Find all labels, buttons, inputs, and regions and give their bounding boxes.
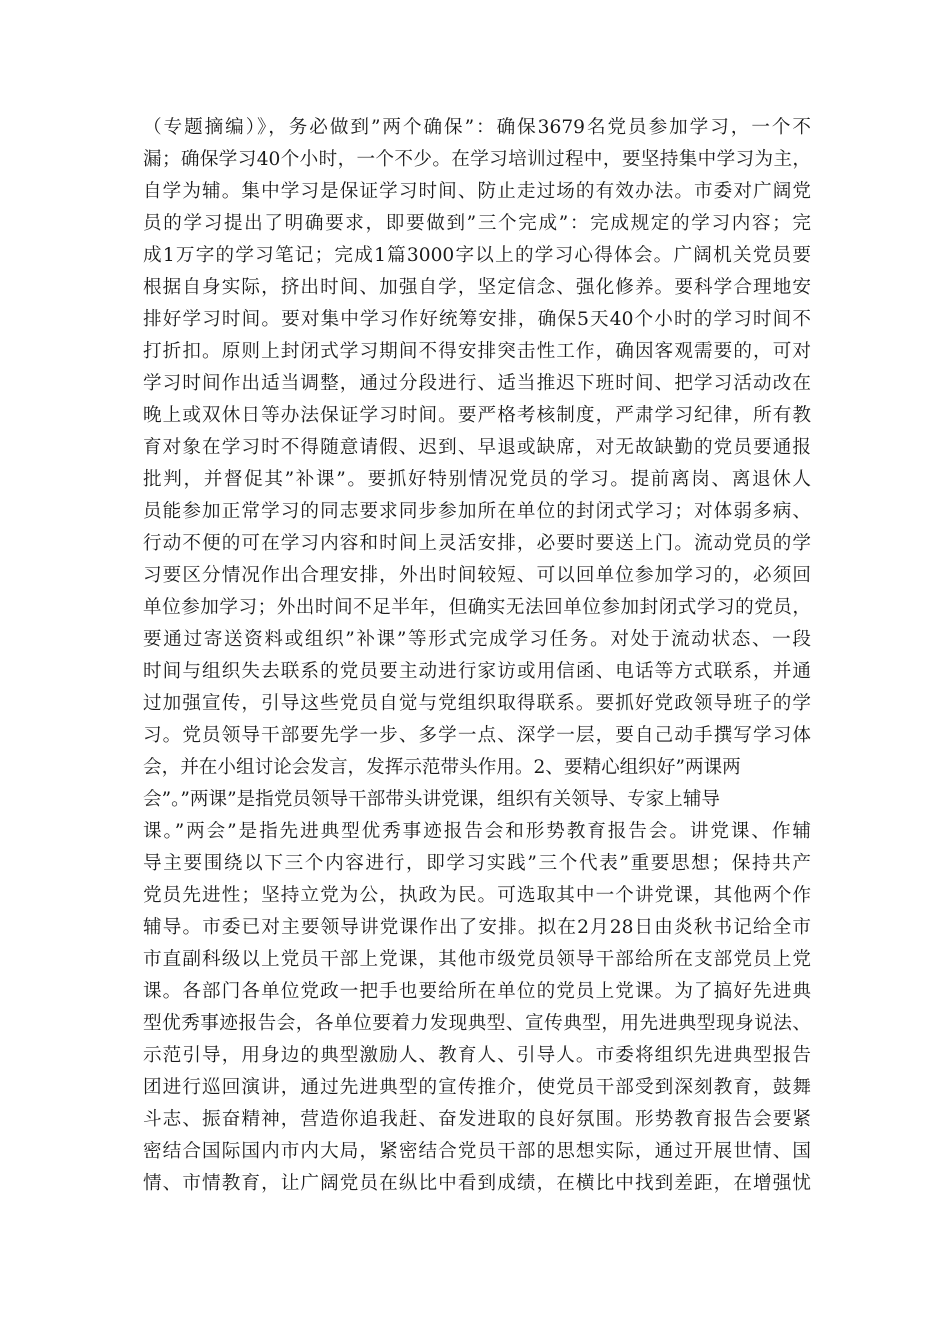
text-line: 学习时间作出适当调整，通过分段进行、适当推迟下班时间、把学习活动改在 bbox=[143, 373, 811, 394]
text-line: 会，并在小组讨论会发言，发挥示范带头作用。2、要精心组织好”两课两 bbox=[143, 757, 741, 778]
text-line: 斗志、振奋精神，营造你追我赶、奋发进取的良好氛围。形势教育报告会要紧 bbox=[143, 1109, 811, 1130]
text-line: 单位参加学习；外出时间不足半年，但确实无法回单位参加封闭式学习的党员， bbox=[143, 597, 811, 618]
text-line: 行动不便的可在学习内容和时间上灵活安排，必要时要送上门。流动党员的学 bbox=[143, 533, 811, 554]
text-line: 成1万字的学习笔记；完成1篇3000字以上的学习心得体会。广阔机关党员要 bbox=[143, 245, 811, 266]
text-line: 员的学习提出了明确要求，即要做到”三个完成”：完成规定的学习内容；完 bbox=[143, 213, 811, 234]
text-line: 自学为辅。集中学习是保证学习时间、防止走过场的有效办法。市委对广阔党 bbox=[143, 181, 811, 202]
text-line: 员能参加正常学习的同志要求同步参加所在单位的封闭式学习；对体弱多病、 bbox=[143, 501, 811, 522]
text-line: 时间与组织失去联系的党员要主动进行家访或用信函、电话等方式联系，并通 bbox=[143, 661, 811, 682]
text-line: 辅导。市委已对主要领导讲党课作出了安排。拟在2月28日由炎秋书记给全市 bbox=[143, 917, 811, 938]
text-line: 课。各部门各单位党政一把手也要给所在单位的党员上党课。为了搞好先进典 bbox=[143, 981, 811, 1002]
text-line: 打折扣。原则上封闭式学习期间不得安排突击性工作，确因客观需要的，可对 bbox=[143, 341, 811, 362]
text-line: 批判，并督促其”补课”。要抓好特别情况党员的学习。提前离岗、离退休人 bbox=[143, 469, 811, 490]
text-line: 习。党员领导干部要先学一步、多学一点、深学一层，要自己动手撰写学习体 bbox=[143, 725, 811, 746]
text-line: 导主要围绕以下三个内容进行，即学习实践”三个代表”重要思想；保持共产 bbox=[143, 853, 811, 874]
text-line: 习要区分情况作出合理安排，外出时间较短、可以回单位参加学习的，必须回 bbox=[143, 565, 811, 586]
text-line: 根据自身实际，挤出时间、加强自学，坚定信念、强化修养。要科学合理地安 bbox=[143, 277, 811, 298]
text-line: （专题摘编）》，务必做到”两个确保”：确保3679名党员参加学习，一个不 bbox=[143, 117, 811, 138]
text-line: 示范引导，用身边的典型激励人、教育人、引导人。市委将组织先进典型报告 bbox=[143, 1045, 811, 1066]
text-line: 晚上或双休日等办法保证学习时间。要严格考核制度，严肃学习纪律，所有教 bbox=[143, 405, 811, 426]
text-line: 党员先进性；坚持立党为公，执政为民。可选取其中一个讲党课，其他两个作 bbox=[143, 885, 811, 906]
text-line: 漏；确保学习40个小时，一个不少。在学习培训过程中，要坚持集中学习为主， bbox=[143, 149, 811, 170]
text-line: 育对象在学习时不得随意请假、迟到、早退或缺席，对无故缺勤的党员要通报 bbox=[143, 437, 811, 458]
text-line: 会”。”两课”是指党员领导干部带头讲党课，组织有关领导、专家上辅导 bbox=[143, 789, 721, 810]
text-line: 型优秀事迹报告会，各单位要着力发现典型、宣传典型，用先进典型现身说法、 bbox=[143, 1013, 811, 1034]
body-text bbox=[143, 112, 811, 1200]
text-line: 情、市情教育，让广阔党员在纵比中看到成绩，在横比中找到差距，在增强忧 bbox=[143, 1173, 811, 1194]
text-line: 市直副科级以上党员干部上党课，其他市级党员领导干部给所在支部党员上党 bbox=[143, 949, 811, 970]
text-line: 团进行巡回演讲，通过先进典型的宣传推介，使党员干部受到深刻教育，鼓舞 bbox=[143, 1077, 811, 1098]
text-line: 排好学习时间。要对集中学习作好统筹安排，确保5天40个小时的学习时间不 bbox=[143, 309, 811, 330]
text-line: 过加强宣传，引导这些党员自觉与党组织取得联系。要抓好党政领导班子的学 bbox=[143, 693, 811, 714]
text-line: 要通过寄送资料或组织”补课”等形式完成学习任务。对处于流动状态、一段 bbox=[143, 629, 811, 650]
text-line: 课。”两会”是指先进典型优秀事迹报告会和形势教育报告会。讲党课、作辅 bbox=[143, 821, 811, 842]
text-line: 密结合国际国内市内大局，紧密结合党员干部的思想实际，通过开展世情、国 bbox=[143, 1141, 811, 1162]
